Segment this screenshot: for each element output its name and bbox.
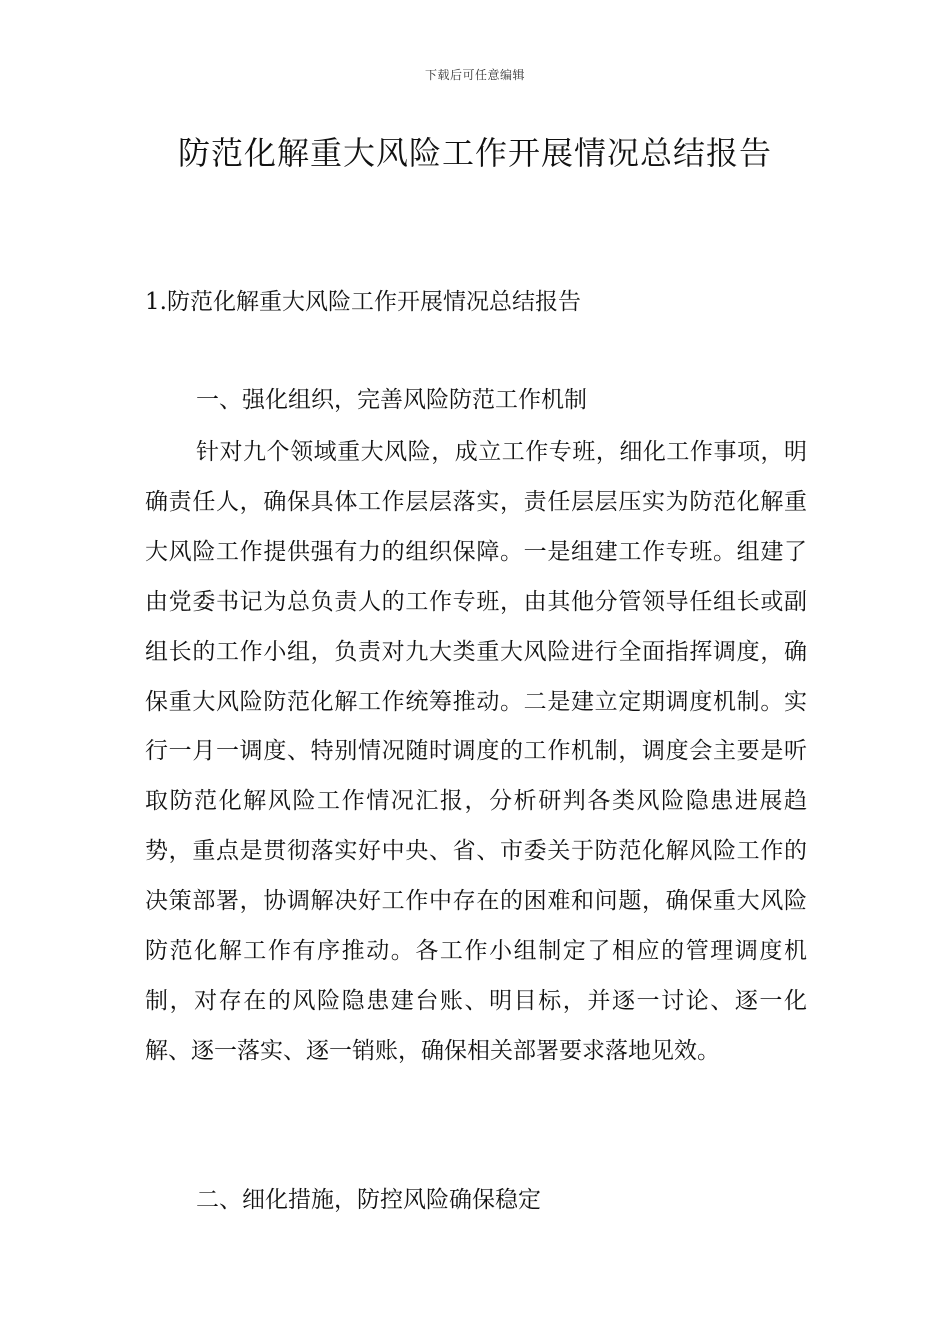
section-title: 1.防范化解重大风险工作开展情况总结报告 bbox=[145, 289, 581, 315]
header-note: 下载后可任意编辑 bbox=[424, 68, 525, 82]
heading-refine-measures: 二、细化措施，防控风险确保稳定 bbox=[196, 1187, 541, 1213]
heading-strengthen-organization: 一、强化组织，完善风险防范工作机制 bbox=[196, 387, 587, 413]
body-paragraph: 针对九个领域重大风险，成立工作专班，细化工作事项，明确责任人，确保具体工作层层落实，责任层层压实为防范化解重大风险工作提供强有力的组织保障。一是组建工作专班。组建了由党委书记为总负责人的工作专班，由其他分管领导任组长或副组长的工作小组，负责对九大类重大风险进行全面指挥调度，确保重大风险防范化解工作统筹推动。二是建立定期调度机制。实行一月一调度、特别情况随时调度的工作机制，调度会主要是听取防范化解风险工作情况汇报，分析研判各类风险隐患进展趋势，重点是贯彻落实好中央、省、市委关于防范化解风险工作的决策部署，协调解决好工作中存在的困难和问题，确保重大风险防范化解工作有序推动。各工作小组制定了相应的管理调度机制，对存在的风险隐患建台账、明目标，并逐一讨论、逐一化解、逐一落实、逐一销账，确保相关部署要求落地见效。 bbox=[145, 439, 807, 1064]
document-title: 防范化解重大风险工作开展情况总结报告 bbox=[177, 134, 772, 172]
